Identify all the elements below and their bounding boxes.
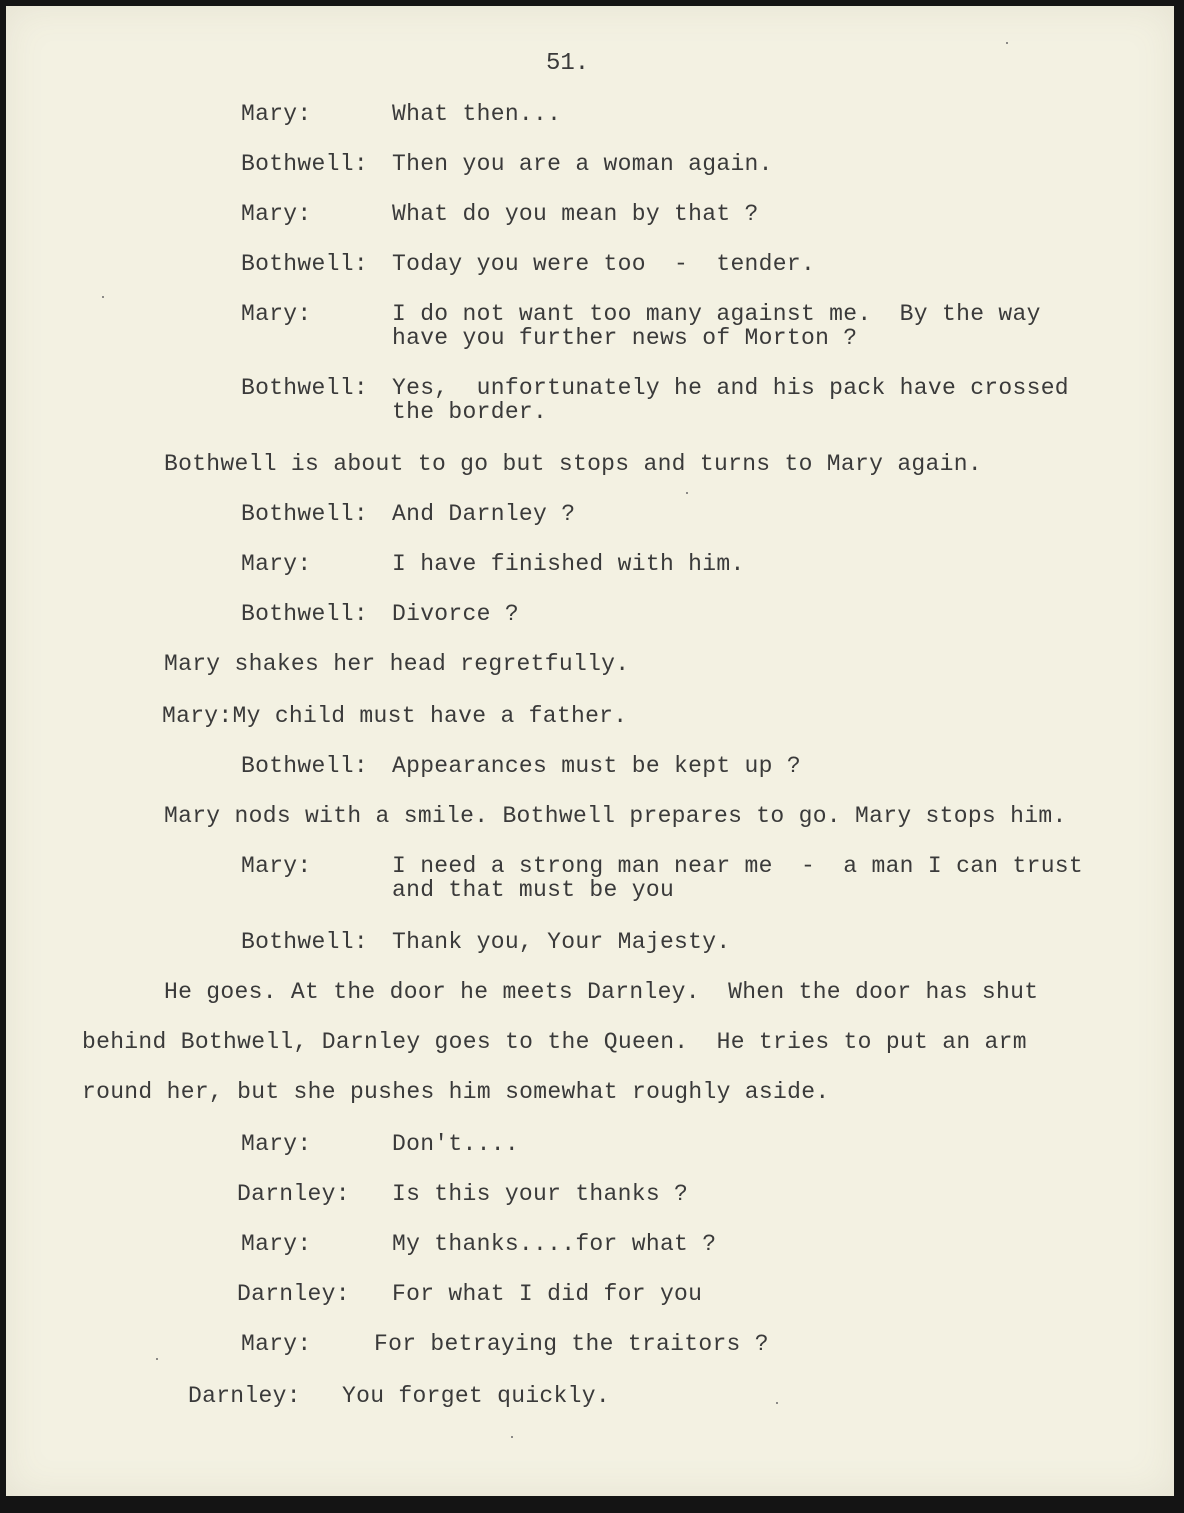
page-number: 51. xyxy=(546,50,590,77)
dialogue-text xyxy=(392,502,575,526)
speaker-name: Mary: xyxy=(241,551,312,577)
dialogue-text xyxy=(392,602,519,626)
speaker-name: Mary: xyxy=(241,1231,312,1257)
dialogue-text-line: I do not want too many against me. By the way xyxy=(392,301,1041,327)
dialogue-text-line: I have finished with him. xyxy=(392,551,745,577)
dialogue-text-line: You forget quickly. xyxy=(342,1383,610,1409)
dialogue-text xyxy=(392,930,730,954)
speaker-name: Darnley: xyxy=(237,1181,350,1207)
speaker-name: Bothwell: xyxy=(241,601,368,627)
dialogue-text-line: My thanks....for what ? xyxy=(392,1231,717,1257)
dialogue-text xyxy=(392,1282,702,1306)
paper-speck xyxy=(511,1436,513,1438)
paper-speck xyxy=(156,1358,158,1360)
dialogue-text xyxy=(392,202,759,226)
dialogue-text xyxy=(392,1132,519,1156)
dialogue-text xyxy=(392,1182,688,1206)
dialogue-text xyxy=(392,376,1069,424)
paper-speck xyxy=(776,1402,778,1404)
paper-speck xyxy=(686,492,688,494)
dialogue-text-line: the border. xyxy=(392,399,548,425)
dialogue-text xyxy=(392,754,801,778)
dialogue-text-line: What then... xyxy=(392,101,562,127)
dialogue-text-line: Today you were too - tender. xyxy=(392,251,816,277)
dialogue-text-line: Don't.... xyxy=(392,1131,519,1157)
dialogue-text xyxy=(392,1232,716,1256)
dialogue-text-line: Yes, unfortunately he and his pack have crossed xyxy=(392,375,1069,401)
speaker-name: Bothwell: xyxy=(241,501,368,527)
speaker-name: Bothwell: xyxy=(241,375,368,401)
dialogue-text xyxy=(392,552,745,576)
dialogue-text xyxy=(392,252,815,276)
dialogue-text xyxy=(392,302,1041,350)
direction-text: Mary shakes her head regretfully. xyxy=(164,651,630,677)
dialogue-text-line: Appearances must be kept up ? xyxy=(392,753,801,779)
speaker-name: Mary: xyxy=(241,201,312,227)
dialogue-text-line: And Darnley ? xyxy=(392,501,576,527)
typescript-page xyxy=(6,6,1174,1496)
dialogue-text-line: I need a strong man near me - a man I can trust xyxy=(392,853,1084,879)
direction-text: behind Bothwell, Darnley goes to the Queen. He tries to put an arm xyxy=(82,1029,1027,1055)
speaker-name: Bothwell: xyxy=(241,151,368,177)
dialogue-text-line: Then you are a woman again. xyxy=(392,151,773,177)
speaker-name: Darnley: xyxy=(188,1383,301,1409)
inline-dialogue-text: Mary:My child must have a father. xyxy=(162,703,628,729)
speaker-name: Bothwell: xyxy=(241,251,368,277)
dialogue-text-line: and that must be you xyxy=(392,877,675,903)
dialogue-text-line: have you further news of Morton ? xyxy=(392,325,858,351)
dialogue-text xyxy=(392,152,773,176)
dialogue-text-line: For what I did for you xyxy=(392,1281,703,1307)
dialogue-text-line: Divorce ? xyxy=(392,601,519,627)
speaker-name: Mary: xyxy=(241,853,312,879)
speaker-name: Bothwell: xyxy=(241,753,368,779)
direction-text: He goes. At the door he meets Darnley. When the door has shut xyxy=(164,979,1039,1005)
speaker-name: Bothwell: xyxy=(241,929,368,955)
speaker-name: Mary: xyxy=(241,301,312,327)
paper-speck xyxy=(102,296,104,298)
direction-text: Bothwell is about to go but stops and turns to Mary again. xyxy=(164,451,982,477)
paper-speck xyxy=(1006,42,1008,44)
speaker-name: Mary: xyxy=(241,1331,312,1357)
dialogue-text xyxy=(392,102,561,126)
dialogue-text-line: What do you mean by that ? xyxy=(392,201,759,227)
dialogue-text-line: For betraying the traitors ? xyxy=(374,1331,769,1357)
speaker-name: Mary: xyxy=(241,101,312,127)
speaker-name: Mary: xyxy=(241,1131,312,1157)
dialogue-text xyxy=(342,1384,610,1408)
direction-text: round her, but she pushes him somewhat roughly aside. xyxy=(82,1079,830,1105)
dialogue-text-line: Is this your thanks ? xyxy=(392,1181,689,1207)
direction-text: Mary nods with a smile. Bothwell prepares to go. Mary stops him. xyxy=(164,803,1067,829)
speaker-name: Darnley: xyxy=(237,1281,350,1307)
dialogue-text xyxy=(392,854,1083,902)
dialogue-text xyxy=(374,1332,769,1356)
dialogue-text-line: Thank you, Your Majesty. xyxy=(392,929,731,955)
